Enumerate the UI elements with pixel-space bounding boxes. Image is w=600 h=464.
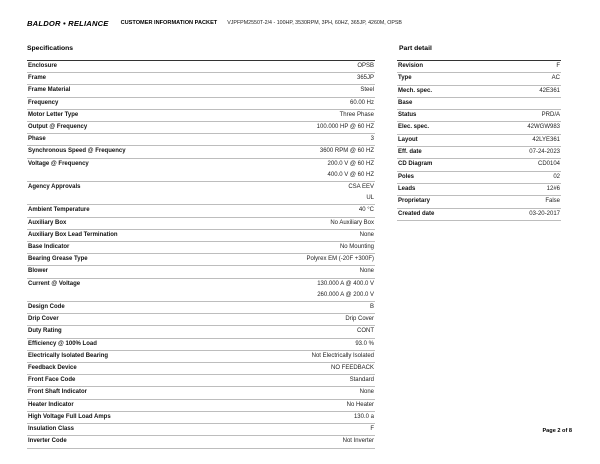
spec-value <box>354 412 374 423</box>
spec-value-line: None <box>359 268 374 275</box>
spec-row <box>27 134 375 146</box>
spec-value-line: Not Electrically Isolated <box>311 352 374 359</box>
part-value: PRD/A <box>541 112 560 119</box>
spec-label: High Voltage Full Load Amps <box>28 413 111 420</box>
spec-value-line: Three Phase <box>339 111 374 118</box>
spec-value-line: F <box>370 426 374 433</box>
part-label: Status <box>398 112 417 119</box>
spec-value-line: UL <box>366 195 374 202</box>
spec-label: Synchronous Speed @ Frequency <box>28 148 126 155</box>
spec-value <box>317 279 374 301</box>
spec-value <box>357 73 374 84</box>
part-detail-heading: Part detail <box>399 45 432 52</box>
spec-value <box>359 205 374 216</box>
spec-value <box>370 302 374 313</box>
part-label: Leads <box>398 185 416 192</box>
spec-value <box>306 254 374 265</box>
part-value: 12#6 <box>546 185 560 192</box>
part-value: CD0104 <box>537 161 560 168</box>
spec-row <box>27 412 375 424</box>
spec-label: Duty Rating <box>28 328 62 335</box>
part-label: Poles <box>398 173 415 180</box>
part-value: F <box>556 63 560 69</box>
spec-value <box>360 387 374 398</box>
spec-label: Motor Letter Type <box>28 111 79 118</box>
part-value: AC <box>551 75 560 82</box>
part-row <box>397 184 561 196</box>
spec-value <box>360 266 374 277</box>
spec-value-line: None <box>359 389 374 396</box>
spec-label: Frame Material <box>28 87 71 94</box>
spec-value-line: Steel <box>360 87 374 94</box>
spec-row <box>27 218 375 230</box>
spec-label: Feedback Device <box>28 365 77 372</box>
spec-value-line: None <box>359 231 374 238</box>
spec-row <box>27 339 375 351</box>
spec-label: Auxiliary Box <box>28 219 67 226</box>
part-label: Eff. date <box>398 149 422 156</box>
spec-label: Enclosure <box>28 63 58 69</box>
spec-row <box>27 387 375 399</box>
spec-row <box>27 363 375 375</box>
spec-label: Electrically Isolated Bearing <box>28 352 109 359</box>
part-row <box>397 110 561 122</box>
specifications-heading: Specifications <box>27 45 74 52</box>
specifications-table <box>27 60 375 449</box>
spec-label: Front Shaft Indicator <box>28 389 87 396</box>
spec-row <box>27 254 375 266</box>
spec-value-line: CSA EEV <box>348 184 374 191</box>
spec-row <box>27 146 375 158</box>
part-value: 07-24-2023 <box>529 149 560 156</box>
spec-value-line: 40 °C <box>358 207 374 214</box>
part-label: Created date <box>398 210 435 217</box>
spec-value <box>360 230 374 241</box>
spec-label: Blower <box>28 268 49 275</box>
spec-row <box>27 302 375 314</box>
spec-row <box>27 279 375 302</box>
spec-value-line: Standard <box>349 377 374 384</box>
spec-row <box>27 110 375 122</box>
part-label: Mech. spec. <box>398 87 433 94</box>
spec-label: Efficiency @ 100% Load <box>28 340 97 347</box>
spec-value-line: Drip Cover <box>345 316 374 323</box>
part-row <box>397 61 561 73</box>
spec-value <box>331 363 374 374</box>
part-row <box>397 73 561 85</box>
spec-value <box>357 326 374 337</box>
spec-value <box>317 122 374 133</box>
spec-value-line: 3600 RPM @ 60 HZ <box>319 148 374 155</box>
spec-value-line: Not Inverter <box>342 438 374 445</box>
spec-value <box>328 159 374 181</box>
spec-row <box>27 85 375 97</box>
baldor-reliance-logo: BALDOR • RELIANCE <box>27 18 109 28</box>
spec-row <box>27 326 375 338</box>
spec-row <box>27 182 375 205</box>
spec-label: Inverter Code <box>28 438 67 445</box>
spec-row <box>27 61 375 73</box>
spec-value-line: 3 <box>370 136 374 143</box>
part-row <box>397 122 561 134</box>
part-value: 02 <box>553 173 560 180</box>
spec-value-line: 93.0 % <box>355 340 374 347</box>
spec-label: Output @ Frequency <box>28 124 88 131</box>
spec-label: Phase <box>28 136 46 143</box>
spec-value-line: No Auxiliary Box <box>330 219 374 226</box>
spec-value <box>357 61 374 72</box>
part-row <box>397 86 561 98</box>
part-label: Layout <box>398 136 418 143</box>
spec-row <box>27 205 375 217</box>
spec-label: Drip Cover <box>28 316 59 323</box>
part-row <box>397 196 561 208</box>
spec-value <box>345 314 374 325</box>
part-row <box>397 209 561 221</box>
spec-value-line: Polyrex EM (-20F +300F) <box>306 256 374 263</box>
spec-row <box>27 314 375 326</box>
spec-label: Base Indicator <box>28 244 70 251</box>
spec-value <box>348 182 374 204</box>
spec-label: Heater Indicator <box>28 401 74 408</box>
spec-value-line: 200.0 V @ 60 HZ <box>327 160 374 167</box>
part-value: 42LYE361 <box>532 136 560 143</box>
spec-row <box>27 159 375 182</box>
spec-row <box>27 73 375 85</box>
spec-value <box>312 351 374 362</box>
spec-value-line: NO FEEDBACK <box>330 365 374 372</box>
spec-value-line: No Heater <box>346 401 374 408</box>
part-row <box>397 147 561 159</box>
part-label: Revision <box>398 63 424 69</box>
spec-row <box>27 351 375 363</box>
spec-value <box>371 134 374 145</box>
part-value: False <box>545 198 560 205</box>
spec-value <box>350 375 374 386</box>
part-row <box>397 159 561 171</box>
part-value: 42E361 <box>539 87 560 94</box>
spec-value-line: 260.000 A @ 200.0 V <box>317 291 374 298</box>
spec-value <box>330 218 374 229</box>
spec-value-line: No Mounting <box>339 244 374 251</box>
part-label: Elec. spec. <box>398 124 430 131</box>
spec-value <box>343 436 374 447</box>
page-number: Page 2 of 8 <box>542 428 572 434</box>
spec-value <box>347 400 374 411</box>
part-detail-table <box>397 60 561 221</box>
spec-label: Frame <box>28 75 47 82</box>
part-label: Type <box>398 75 412 82</box>
document-title: CUSTOMER INFORMATION PACKET <box>120 20 218 26</box>
spec-row <box>27 424 375 436</box>
part-value: 42WGW983 <box>527 124 560 131</box>
spec-row <box>27 436 375 448</box>
spec-value <box>320 146 374 157</box>
spec-row <box>27 98 375 110</box>
spec-value-line: CONT <box>357 328 374 335</box>
spec-value-line: 100.000 HP @ 60 HZ <box>316 124 374 131</box>
part-row <box>397 135 561 147</box>
spec-value <box>350 98 374 109</box>
spec-value <box>340 110 374 121</box>
part-label: Proprietary <box>398 198 431 205</box>
spec-label: Front Face Code <box>28 377 76 384</box>
spec-value-line: 400.0 V @ 60 HZ <box>327 171 374 178</box>
spec-label: Current @ Voltage <box>28 280 81 287</box>
spec-row <box>27 266 375 278</box>
spec-row <box>27 375 375 387</box>
spec-row <box>27 230 375 242</box>
spec-value-line: 60.00 Hz <box>349 99 374 106</box>
spec-value-line: 130.000 A @ 400.0 V <box>317 280 374 287</box>
spec-value <box>340 242 374 253</box>
spec-value-line: OPSB <box>357 63 374 69</box>
spec-label: Agency Approvals <box>28 184 81 191</box>
part-label: Base <box>398 99 413 106</box>
spec-label: Insulation Class <box>28 426 75 433</box>
spec-value-line: 365JP <box>356 75 374 82</box>
spec-row <box>27 242 375 254</box>
spec-value <box>370 424 374 435</box>
spec-label: Voltage @ Frequency <box>28 160 89 167</box>
spec-value-line: B <box>369 304 374 311</box>
spec-row <box>27 122 375 134</box>
part-row <box>397 172 561 184</box>
spec-label: Auxiliary Box Lead Termination <box>28 231 118 238</box>
spec-label: Frequency <box>28 99 59 106</box>
spec-value <box>360 85 374 96</box>
spec-label: Bearing Grease Type <box>28 256 88 263</box>
spec-row <box>27 400 375 412</box>
spec-value <box>355 339 374 350</box>
document-header <box>27 17 580 29</box>
spec-value-line: 130.0 a <box>353 413 374 420</box>
spec-label: Ambient Temperature <box>28 207 90 214</box>
spec-label: Design Code <box>28 304 65 311</box>
part-row <box>397 98 561 110</box>
document-subtitle: VJPFPM2550T-2/4 - 100HP, 3530RPM, 3PH, 60HZ, 365JP, 4260M, OPSB <box>227 20 402 26</box>
part-label: CD Diagram <box>398 161 433 168</box>
part-value: 03-20-2017 <box>529 210 560 217</box>
